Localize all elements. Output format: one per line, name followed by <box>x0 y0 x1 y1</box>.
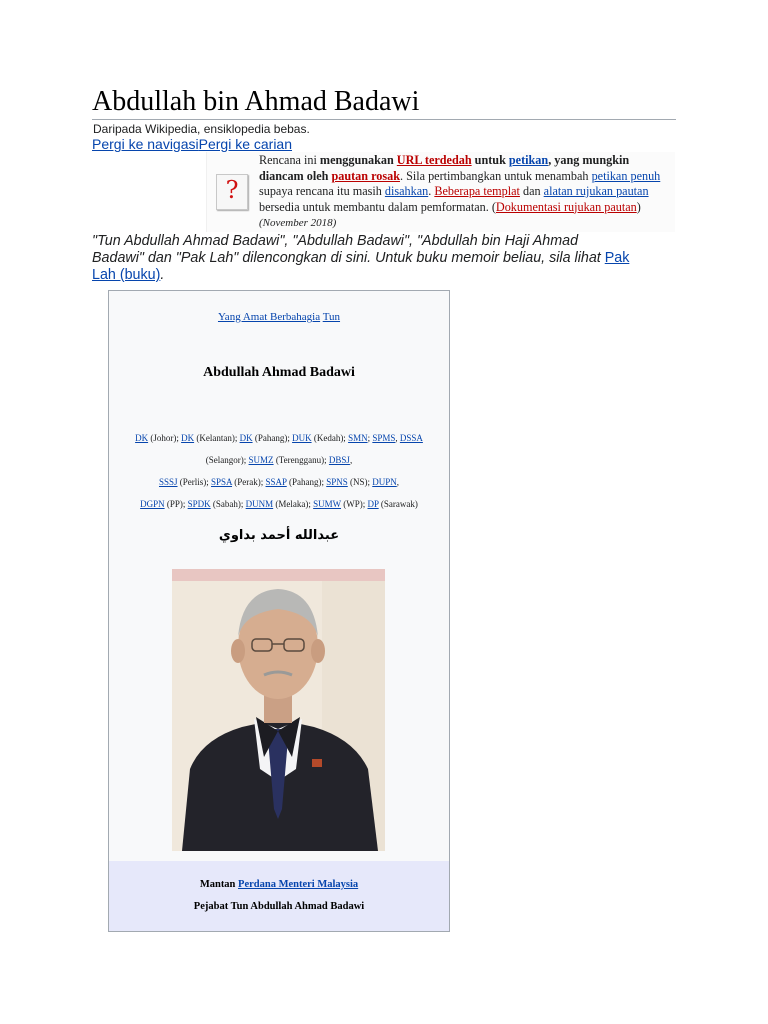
jump-links <box>92 136 292 152</box>
post-nominal-text: (Perlis); <box>177 477 212 487</box>
site-tagline: Daripada Wikipedia, ensiklopedia bebas. <box>93 122 310 136</box>
post-nominals <box>109 427 449 515</box>
post-nominal-text: (Perak); <box>232 477 266 487</box>
honorific-link[interactable]: Yang Amat Berbahagia <box>217 311 321 323</box>
post-nominal-link[interactable]: DUPN <box>372 477 397 487</box>
post-nominals-line <box>109 471 449 493</box>
bare-url-link[interactable]: URL terdedah <box>396 153 472 167</box>
post-nominal-link[interactable]: SMN <box>348 433 368 443</box>
post-nominal-text: , <box>395 433 400 443</box>
post-nominal-link[interactable]: SUMZ <box>248 455 274 465</box>
documentation-link[interactable]: Dokumentasi rujukan pautan <box>495 199 637 214</box>
pak-lah-book-link[interactable]: Pak Lah (buku) <box>92 250 630 283</box>
post-nominal-text: (Kedah); <box>311 433 349 443</box>
hatnote: "Tun Abdullah Ahmad Badawi", "Abdullah Badawi", "Abdullah bin Haji Ahmad Badawi" dan "Pak Lah" dilencongkan di sini. Untuk buku memoir beliau, sila lihat Pak Lah (buku). <box>92 233 630 283</box>
post-nominal-text: (WP); <box>340 499 368 509</box>
post-nominal-link[interactable]: SUMW <box>313 499 341 509</box>
notice-text: Rencana ini menggunakan URL terdedah untuk petikan, yang mungkin diancam oleh pautan rosak. Sila pertimbangkan untuk menambah petikan penuh supaya rencana itu masih disahkan. Beberapa templat dan alatan rujukan pautan bersedia untuk membantu dalam pemformatan. (Dokumentasi rujukan pautan) (November 2018) <box>259 153 661 229</box>
post-nominal-text: (Sabah); <box>210 499 246 509</box>
post-nominal-text: (Melaka); <box>273 499 314 509</box>
portrait-photo <box>172 569 385 851</box>
office-name: Pejabat Tun Abdullah Ahmad Badawi <box>193 901 365 912</box>
infobox-honorific <box>109 311 449 323</box>
verifiable-link[interactable]: disahkan <box>384 184 429 198</box>
tun-link[interactable]: Tun <box>322 311 341 323</box>
link-rot-link[interactable]: pautan rosak <box>331 168 400 183</box>
post-nominal-link[interactable]: SPSA <box>211 477 233 487</box>
post-nominal-link[interactable]: SPDK <box>187 499 211 509</box>
post-nominal-text: (Pahang); <box>252 433 293 443</box>
post-nominals-line <box>109 493 449 515</box>
post-nominal-text: (Selangor); <box>205 455 249 465</box>
post-nominal-link[interactable]: DK <box>181 433 195 443</box>
infobox-name: Abdullah Ahmad Badawi <box>203 365 355 380</box>
full-citation-link[interactable]: petikan penuh <box>591 168 661 183</box>
prime-minister-link[interactable]: Perdana Menteri Malaysia <box>238 879 359 890</box>
bare-url-notice <box>206 152 675 232</box>
post-nominal-text: (NS); <box>347 477 373 487</box>
post-nominal-link[interactable]: SPMS <box>372 433 396 443</box>
post-nominal-link[interactable]: DGPN <box>140 499 165 509</box>
post-nominal-text: ; <box>367 433 373 443</box>
post-nominal-text: (PP); <box>164 499 188 509</box>
post-nominal-link[interactable]: SSSJ <box>158 477 178 487</box>
citation-link[interactable]: petikan <box>508 153 549 167</box>
post-nominal-link[interactable]: DK <box>135 433 149 443</box>
post-nominal-link[interactable]: SPNS <box>326 477 348 487</box>
post-nominal-text: (Sarawak) <box>378 499 418 509</box>
post-nominal-text: (Terengganu); <box>273 455 329 465</box>
post-nominal-link[interactable]: DUK <box>292 433 312 443</box>
post-nominal-text: (Pahang); <box>286 477 327 487</box>
jump-to-navigation-link[interactable]: Pergi ke navigasi <box>92 136 199 152</box>
post-nominal-text: (Johor); <box>148 433 182 443</box>
jump-to-search-link[interactable]: Pergi ke carian <box>198 136 293 152</box>
arabic-name: عبدالله أحمد بداوي <box>218 528 340 543</box>
reference-tools-link[interactable]: alatan rujukan pautan <box>543 184 649 198</box>
post-nominal-link[interactable]: DBSJ <box>328 455 350 465</box>
post-nominal-link[interactable]: DSSA <box>399 433 423 443</box>
post-nominal-link[interactable]: SSAP <box>265 477 287 487</box>
post-nominals-line <box>109 427 449 449</box>
post-nominal-link[interactable]: DP <box>367 499 379 509</box>
post-nominal-text: , <box>349 455 353 465</box>
post-nominal-link[interactable]: DK <box>239 433 253 443</box>
notice-date: (November 2018) <box>259 217 337 229</box>
former-office: Mantan Perdana Menteri Malaysia <box>199 879 359 890</box>
post-nominal-text: , <box>396 477 400 487</box>
page-title: Abdullah bin Ahmad Badawi <box>92 86 676 120</box>
infobox <box>108 290 450 932</box>
post-nominals-line <box>109 449 449 471</box>
office-header <box>109 861 449 931</box>
templates-link[interactable]: Beberapa templat <box>434 184 520 198</box>
question-mark-icon: ? <box>216 174 248 210</box>
post-nominal-text: (Kelantan); <box>194 433 240 443</box>
post-nominal-link[interactable]: DUNM <box>245 499 274 509</box>
